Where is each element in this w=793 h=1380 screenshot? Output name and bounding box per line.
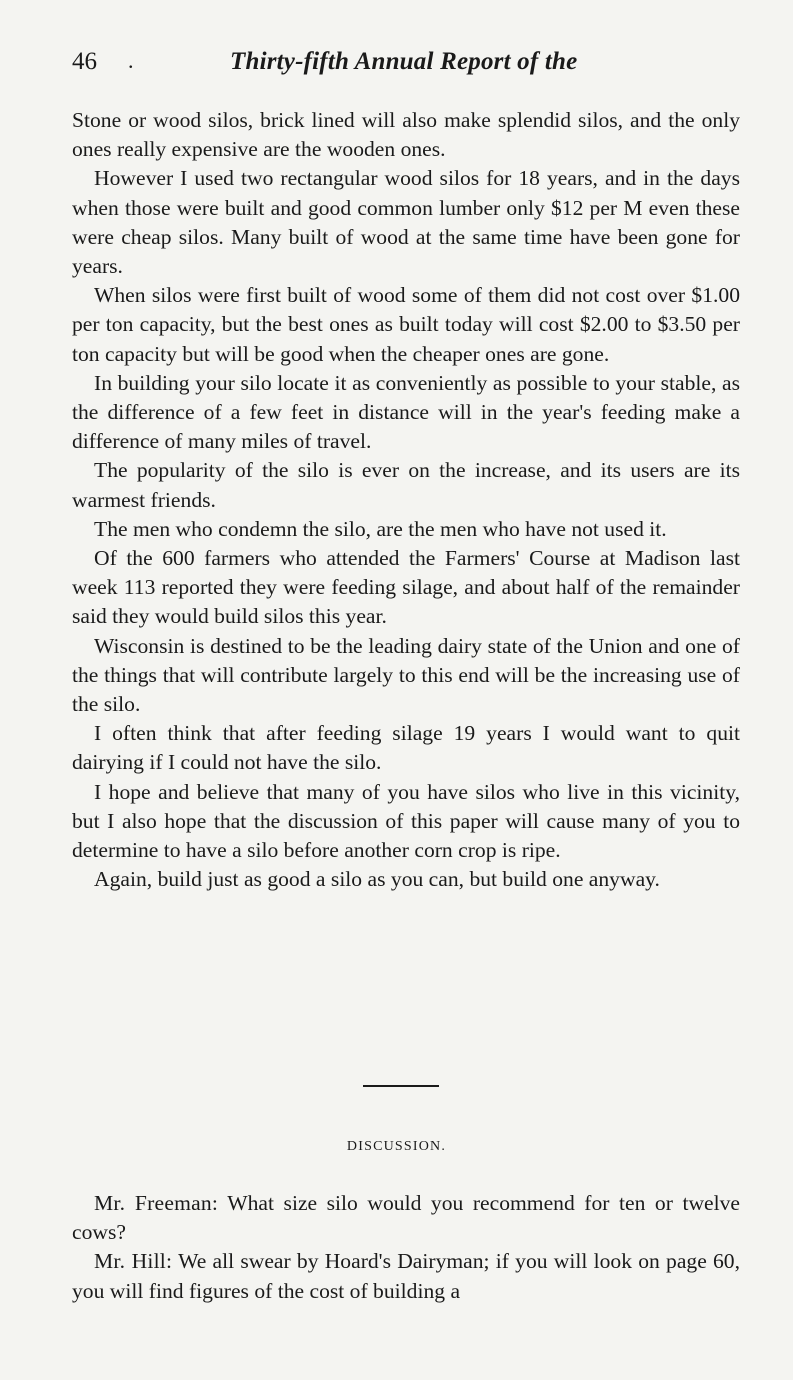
paragraph: In building your silo locate it as conveniently as possible to your stable, as the difference of a few feet in distance will in the year's feeding make a difference of many miles of travel. xyxy=(72,370,740,454)
paragraph: When silos were first built of wood some of them did not cost over $1.00 per ton capacity, but the best ones as built today will cost $2.00 to $3.50 per ton capacity but will be good when the cheaper ones are gone. xyxy=(72,283,740,366)
body-text xyxy=(72,106,740,894)
section-divider xyxy=(363,1085,439,1087)
page-number: 46 xyxy=(72,48,97,75)
paragraph: The men who condemn the silo, are the men who have not used it. xyxy=(94,516,667,541)
discussion-exchange xyxy=(72,1189,740,1247)
paragraph: However I used two rectangular wood silos for 18 years, and in the days when those were built and good common lumber only $12 per M even these were cheap silos. Many built of wood at the same time have been gone for years. xyxy=(72,166,740,279)
discussion-text xyxy=(72,1189,740,1306)
paragraph: I hope and believe that many of you have silos who live in this vicinity, but I also hope that the discussion of this paper will cause many of you to determine to have a silo before another corn crop is ripe. xyxy=(72,779,740,863)
discussion-heading: DISCUSSION. xyxy=(346,1139,447,1154)
paragraph: Stone or wood silos, brick lined will also make splendid silos, and the only ones really expensive are the wooden ones. xyxy=(72,108,740,162)
header-separator: . xyxy=(128,48,134,73)
speaker-remark: We all swear by Hoard's Dairyman; if you will look on page 60, you will find figures of the cost of building a xyxy=(72,1249,740,1303)
speaker-remark: What size silo would you recommend for ten or twelve cows? xyxy=(72,1191,741,1245)
paragraph: Wisconsin is destined to be the leading dairy state of the Union and one of the things that will contribute largely to this end will be the increasing use of the silo. xyxy=(72,633,740,717)
speaker-name: Mr. Hill: xyxy=(94,1249,173,1274)
discussion-exchange xyxy=(72,1247,740,1305)
paragraph: Again, build just as good a silo as you can, but build one anyway. xyxy=(94,867,660,892)
speaker-name: Mr. Freeman: xyxy=(94,1191,219,1215)
paragraph: I often think that after feeding silage 19 years I would want to quit dairying if I could not have the silo. xyxy=(72,721,740,775)
paragraph: The popularity of the silo is ever on the increase, and its users are its warmest friends. xyxy=(72,458,740,512)
paragraph: Of the 600 farmers who attended the Farmers' Course at Madison last week 113 reported they were feeding silage, and about half of the remainder said they would build silos this year. xyxy=(72,546,740,629)
running-title: Thirty-fifth Annual Report of the xyxy=(230,48,578,75)
running-header xyxy=(72,48,740,82)
